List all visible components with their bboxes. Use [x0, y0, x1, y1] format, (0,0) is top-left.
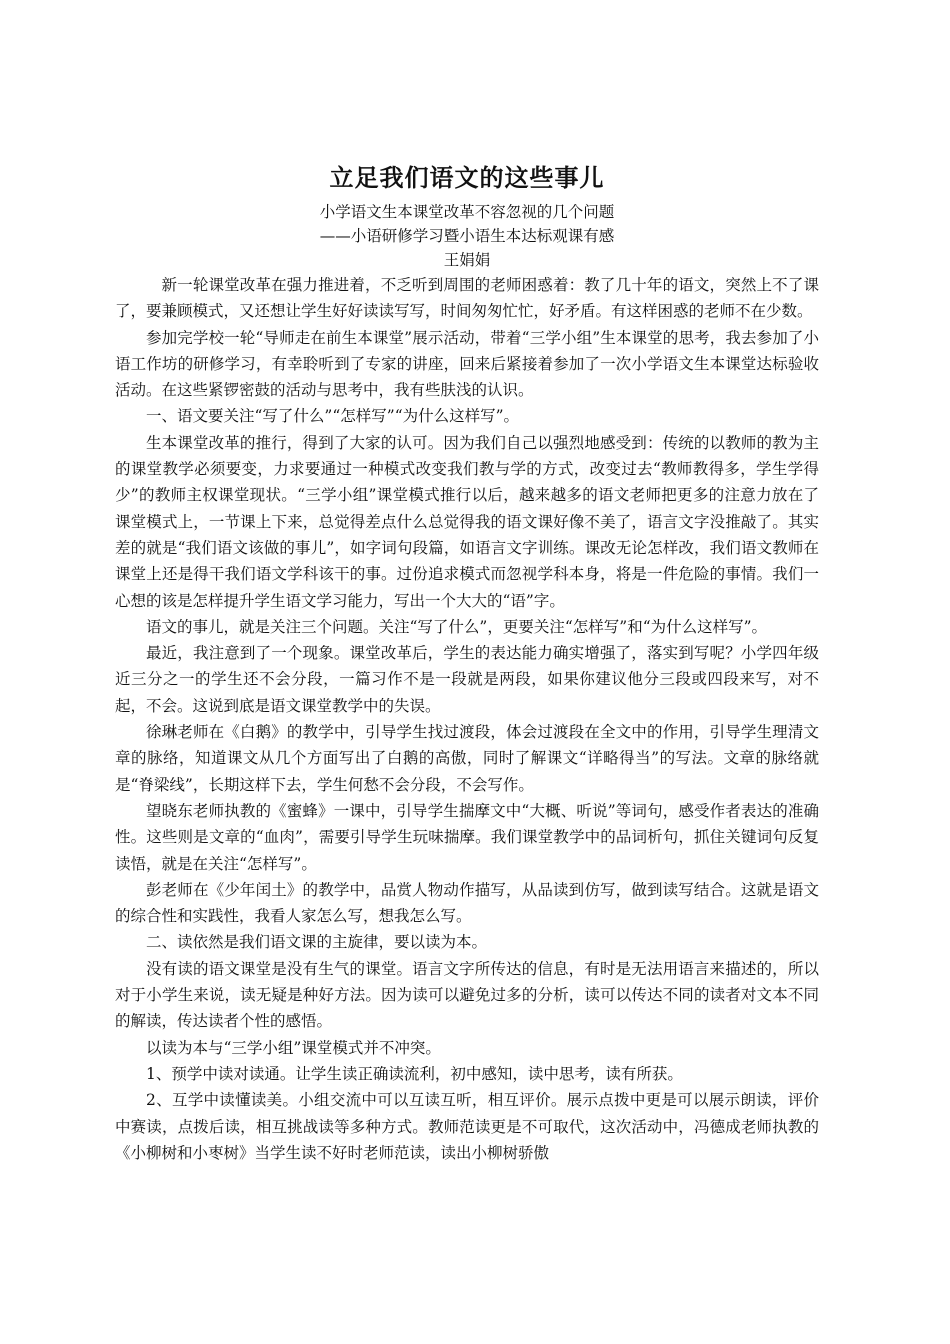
paragraph: 参加完学校一轮“导师走在前生本课堂”展示活动，带着“三学小组”生本课堂的思考，我去参加了小语工作坊的研修学习，有幸聆听到了专家的讲座，回来后紧接着参加了一次小学语文生本课堂达标验收活动。在这些紧锣密鼓的活动与思考中，我有些肤浅的认识。	[115, 328, 819, 400]
paragraph: 彭老师在《少年闰土》的教学中，品赏人物动作描写，从品读到仿写，做到读写结合。这就是语文的综合性和实践性，我看人家怎么写，想我怎么写。	[115, 880, 819, 926]
paragraph: 以读为本与“三学小组”课堂模式并不冲突。	[146, 1038, 441, 1057]
paragraph: 望晓东老师执教的《蜜蜂》一课中，引导学生揣摩文中“大概、听说”等词句，感受作者表达的准确性。这些则是文章的“血肉”，需要引导学生玩味揣摩。我们课堂教学中的品词析句，抓住关键词句反复读悟，就是在关注“怎样写”。	[115, 801, 819, 873]
paragraph: 最近，我注意到了一个现象。课堂改革后，学生的表达能力确实增强了，落实到写呢？小学四年级近三分之一的学生还不会分段，一篇习作不是一段就是两段，如果你建议他分三段或四段来写，对不起，不会。这说到底是语文课堂教学中的失误。	[115, 644, 819, 715]
paragraph: 生本课堂改革的推行，得到了大家的认可。因为我们自己以强烈地感受到：传统的以教师的教为主的课堂教学必须要变，力求要通过一种模式改变我们教与学的方式，改变过去“教师教得多，学生学得少”的教师主权课堂现状。“三学小组”课堂模式推行以后，越来越多的语文老师把更多的注意力放在了课堂模式上，一节课上下来，总觉得差点什么总觉得我的语文课好像不美了，语言文字没推敲了。其实差的就是“我们语文该做的事儿”，如字词句段篇，如语言文字训练。课改无论怎样改，我们语文教师在课堂上还是得干我们语文学科该干的事。过份追求模式而忽视学科本身，将是一件危险的事情。我们一心想的该是怎样提升学生语文学习能力，写出一个大大的“语”字。	[115, 433, 819, 610]
paragraph: 徐琳老师在《白鹅》的教学中，引导学生找过渡段，体会过渡段在全文中的作用，引导学生理清文章的脉络，知道课文从几个方面写出了白鹅的高傲，同时了解课文“详略得当”的写法。文章的脉络就是“脊梁线”，长期这样下去，学生何愁不会分段，不会写作。	[115, 723, 819, 794]
document-subtitle-2: ——小语研修学习暨小语生本达标观课有感	[319, 227, 615, 245]
document-page	[115, 158, 819, 1166]
paragraph: 新一轮课堂改革在强力推进着，不乏听到周围的老师困惑着：教了几十年的语文，突然上不了课了，要兼顾模式，又还想让学生好好读读写写，时间匆匆忙忙，好矛盾。有这样困惑的老师不在少数。	[115, 276, 819, 321]
paragraph: 没有读的语文课堂是没有生气的课堂。语言文字所传达的信息，有时是无法用语言来描述的，所以对于小学生来说，读无疑是种好方法。因为读可以避免过多的分析，读可以传达不同的读者对文本不同的解读，传达读者个性的感悟。	[115, 959, 819, 1031]
paragraph: 1、预学中读对读通。让学生读正确读流利，初中感知，读中思考，读有所获。	[146, 1064, 683, 1083]
section-heading: 一、语文要关注“写了什么”“怎样写”“为什么这样写”。	[146, 407, 520, 426]
paragraph: 语文的事儿，就是关注三个问题。关注“写了什么”，更要关注“怎样写”和“为什么这样写”。	[146, 617, 768, 636]
document-title: 立足我们语文的这些事儿	[329, 164, 605, 192]
document-body	[115, 272, 819, 1166]
document-author: 王娟娟	[443, 251, 491, 269]
section-heading: 二、读依然是我们语文课的主旋律，要以读为本。	[146, 933, 488, 952]
paragraph: 2、互学中读懂读美。小组交流中可以互读互听，相互评价。展示点拨中更是可以展示朗读，评价中赛读，点拨后读，相互挑战读等多种方式。教师范读更是不可取代，这次活动中，冯德成老师执教的《小柳树和小枣树》当学生读不好时老师范读，读出小柳树骄傲	[115, 1091, 819, 1162]
document-subtitle-1: 小学语文生本课堂改革不容忽视的几个问题	[319, 203, 615, 221]
